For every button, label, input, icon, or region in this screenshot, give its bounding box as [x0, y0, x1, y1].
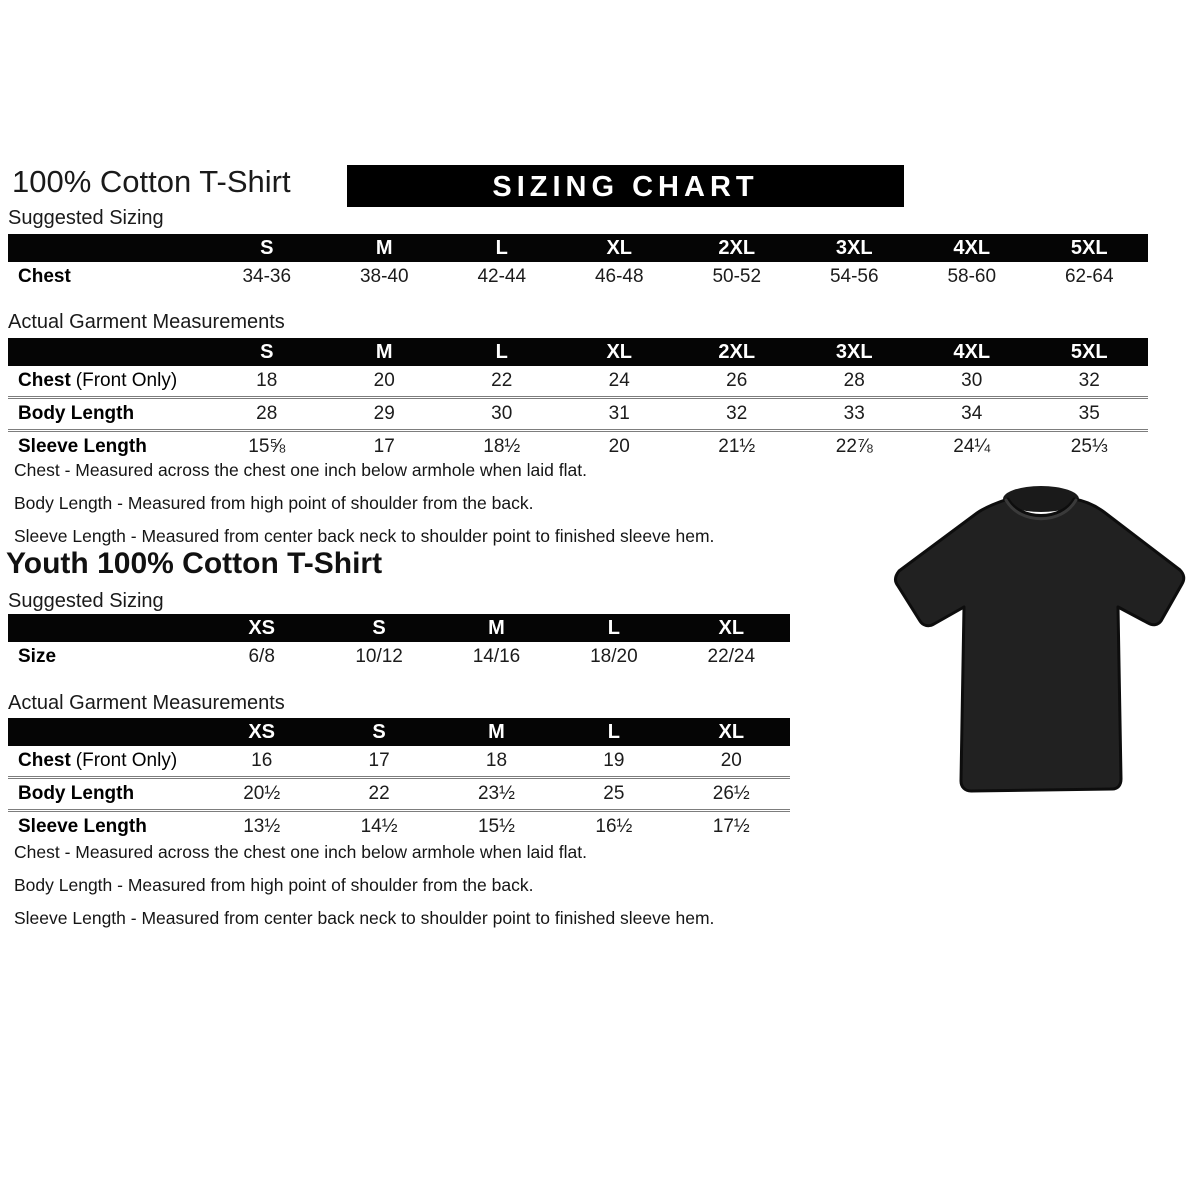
size-range-value: 22/24 [707, 646, 756, 667]
measurement-value: 20 [720, 750, 742, 771]
size-column-header: M [438, 718, 555, 746]
table-corner-cell [8, 718, 203, 746]
garment-measurements-label: Actual Garment Measurements [8, 311, 285, 333]
size-range-value: 62-64 [1064, 266, 1114, 287]
measurement-value: 32 [1078, 370, 1100, 391]
row-label-text: Body Length [18, 403, 135, 424]
measurement-value: 32 [678, 398, 796, 431]
table-row [8, 262, 1148, 292]
table-header-row [8, 338, 1148, 366]
measurement-value: 28 [208, 398, 326, 431]
table-row [8, 746, 790, 778]
measurement-note: Sleeve Length - Measured from center back neck to shoulder point to finished sleeve hem. [14, 526, 715, 546]
measurement-value: 34 [913, 398, 1031, 431]
row-label [8, 398, 208, 431]
sizing-chart-banner: SIZING CHART [347, 165, 904, 207]
measurement-value: 24 [608, 370, 630, 391]
size-column-header: S [320, 614, 437, 642]
row-label-text: Chest [18, 370, 71, 391]
measurement-value: 13½ [203, 811, 320, 843]
size-column-header: M [326, 234, 444, 262]
size-range-value: 10/12 [355, 646, 403, 667]
row-label-text: Size [18, 646, 57, 667]
size-column-header: 3XL [796, 338, 914, 366]
measurement-value: 35 [1031, 398, 1149, 431]
measurement-note: Body Length - Measured from high point of shoulder from the back. [14, 493, 534, 513]
size-column-header: L [443, 234, 561, 262]
row-label-note: (Front Only) [75, 750, 178, 771]
size-column-header: 4XL [913, 234, 1031, 262]
measurement-value: 28 [843, 370, 865, 391]
measurement-value: 16 [251, 750, 273, 771]
size-column-header: 2XL [678, 234, 796, 262]
size-column-header: S [320, 718, 437, 746]
measurement-value: 20½ [203, 778, 320, 811]
youth-product-title: Youth 100% Cotton T-Shirt [6, 547, 383, 580]
table-corner-cell [8, 234, 208, 262]
measurement-note: Chest - Measured across the chest one inch below armhole when laid flat. [14, 842, 587, 862]
measurement-value: 22 [320, 778, 437, 811]
size-column-header: XS [203, 614, 320, 642]
size-column-header: 3XL [796, 234, 914, 262]
measurement-note: Sleeve Length - Measured from center back neck to shoulder point to finished sleeve hem. [14, 908, 715, 928]
size-column-header: L [443, 338, 561, 366]
table-row [8, 642, 790, 672]
measurement-value: 33 [796, 398, 914, 431]
measurement-value: 22 [491, 370, 513, 391]
measurement-value: 26½ [673, 778, 790, 811]
size-column-header: 2XL [678, 338, 796, 366]
size-column-header: M [326, 338, 444, 366]
tshirt-silhouette [895, 499, 1183, 791]
measurement-value: 22⅞ [796, 431, 914, 463]
row-label-note: (Front Only) [75, 370, 178, 391]
size-range-value: 18/20 [590, 646, 638, 667]
youth-measurement-notes [14, 836, 714, 935]
size-range-value: 54-56 [829, 266, 879, 287]
row-label-text: Sleeve Length [18, 816, 147, 837]
row-label-text: Chest [18, 266, 71, 287]
measurement-value: 17 [368, 750, 390, 771]
measurement-value: 21½ [678, 431, 796, 463]
size-range-value: 6/8 [248, 646, 275, 667]
black-tshirt-image [890, 483, 1190, 805]
size-column-header: XS [203, 718, 320, 746]
measurement-value: 26 [726, 370, 748, 391]
measurement-value: 17½ [673, 811, 790, 843]
row-label [8, 262, 208, 292]
measurement-note: Chest - Measured across the chest one inch below armhole when laid flat. [14, 460, 587, 480]
measurement-value: 30 [443, 398, 561, 431]
measurement-value: 17 [326, 431, 444, 463]
measurement-value: 15⅝ [208, 431, 326, 463]
row-label-text: Chest [18, 750, 71, 771]
measurement-value: 19 [603, 750, 625, 771]
measurement-value: 18 [256, 370, 278, 391]
youth-suggested-table [8, 614, 790, 672]
row-label [8, 746, 203, 778]
size-range-value: 14/16 [472, 646, 521, 667]
table-row [8, 398, 1148, 431]
row-label [8, 366, 208, 398]
measurement-value: 14½ [320, 811, 437, 843]
table-header-row [8, 718, 790, 746]
adult-measurement-notes [14, 454, 714, 553]
adult-suggested-table [8, 234, 1148, 292]
table-row [8, 778, 790, 811]
table-row [8, 366, 1148, 398]
adult-measurements-table [8, 338, 1148, 462]
size-column-header: 5XL [1031, 338, 1149, 366]
size-column-header: 4XL [913, 338, 1031, 366]
suggested-sizing-label: Suggested Sizing [8, 590, 164, 612]
table-header-row [8, 614, 790, 642]
size-range-value: 38-40 [359, 266, 409, 287]
measurement-value: 24¼ [913, 431, 1031, 463]
size-range-value: 34-36 [242, 266, 292, 287]
measurement-value: 30 [961, 370, 983, 391]
measurement-value: 20 [373, 370, 395, 391]
garment-measurements-label: Actual Garment Measurements [8, 692, 285, 714]
size-column-header: L [555, 718, 672, 746]
measurement-value: 18½ [443, 431, 561, 463]
size-column-header: 5XL [1031, 234, 1149, 262]
size-column-header: L [555, 614, 672, 642]
measurement-value: 18 [485, 750, 508, 771]
measurement-value: 23½ [438, 778, 555, 811]
size-column-header: S [208, 338, 326, 366]
measurement-value: 16½ [555, 811, 672, 843]
size-column-header: M [438, 614, 555, 642]
measurement-value: 29 [326, 398, 444, 431]
measurement-value: 25⅓ [1031, 431, 1149, 463]
size-range-value: 58-60 [947, 266, 997, 287]
suggested-sizing-label: Suggested Sizing [8, 207, 164, 229]
size-range-value: 46-48 [594, 266, 644, 287]
measurement-value: 31 [561, 398, 679, 431]
table-corner-cell [8, 338, 208, 366]
size-range-value: 42-44 [477, 266, 527, 287]
measurement-value: 15½ [438, 811, 555, 843]
size-column-header: XL [673, 614, 790, 642]
table-corner-cell [8, 614, 203, 642]
row-label [8, 778, 203, 811]
row-label [8, 642, 203, 672]
size-column-header: XL [561, 338, 679, 366]
row-label-text: Body Length [18, 783, 135, 804]
measurement-value: 25 [555, 778, 672, 811]
measurement-value: 20 [561, 431, 679, 463]
table-header-row [8, 234, 1148, 262]
row-label-text: Sleeve Length [18, 436, 147, 457]
size-range-value: 50-52 [712, 266, 762, 287]
adult-product-title: 100% Cotton T-Shirt [12, 164, 291, 199]
size-column-header: S [208, 234, 326, 262]
size-column-header: XL [561, 234, 679, 262]
size-column-header: XL [673, 718, 790, 746]
youth-measurements-table [8, 718, 790, 842]
measurement-note: Body Length - Measured from high point of shoulder from the back. [14, 875, 534, 895]
